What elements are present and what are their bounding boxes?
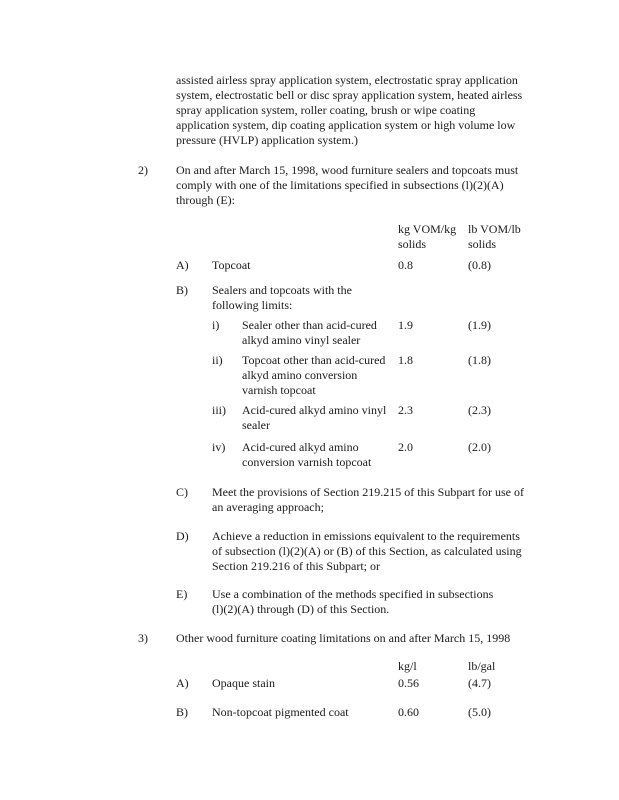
value-lb: (2.3): [468, 403, 491, 417]
value-kg: 1.9: [398, 318, 413, 332]
text-line: Topcoat other than acid-cured: [242, 353, 386, 367]
subitem-number: i): [212, 318, 220, 332]
item-letter: C): [176, 485, 188, 499]
subitem-label: [242, 440, 402, 470]
section-intro: Other wood furniture coating limitations on and after March 15, 1998: [176, 631, 511, 645]
value-lb: (0.8): [468, 258, 491, 272]
value-lb: (5.0): [468, 705, 491, 719]
header-line: kg VOM/kg: [398, 222, 457, 236]
value-lb: (2.0): [468, 440, 491, 454]
item-letter: B): [176, 283, 188, 297]
section-number: 3): [138, 631, 148, 645]
subitem-number: iii): [212, 403, 226, 417]
column-header-kg: [398, 222, 456, 252]
subitem-label: [242, 318, 402, 348]
text-line: alkyd amino vinyl sealer: [242, 333, 361, 347]
value-kg: 0.60: [398, 705, 419, 719]
text-line: (l)(2)(A) through (D) of this Section.: [212, 602, 390, 616]
header-line: solids: [398, 237, 427, 251]
text-line: application system, dip coating application system or high volume low: [176, 118, 516, 132]
text-line: system, electrostatic bell or disc spray application system, heated airless: [176, 88, 523, 102]
text-line: through (E):: [176, 193, 235, 207]
text-line: sealer: [242, 418, 270, 432]
item-letter: A): [176, 676, 189, 690]
value-kg: 0.56: [398, 676, 419, 690]
section-intro: [176, 163, 546, 208]
header-line: lb VOM/lb: [468, 222, 521, 236]
item-label: Opaque stain: [212, 676, 275, 690]
continuation-paragraph: [176, 73, 556, 148]
text-line: Achieve a reduction in emissions equivalent to the requirements: [212, 529, 520, 543]
item-text: [212, 587, 552, 617]
text-line: an averaging approach;: [212, 500, 324, 514]
text-line: varnish topcoat: [242, 383, 316, 397]
value-lb: (4.7): [468, 676, 491, 690]
value-kg: 2.3: [398, 403, 413, 417]
column-header-lb: [468, 222, 521, 252]
text-line: alkyd amino conversion: [242, 368, 358, 382]
header-line: solids: [468, 237, 497, 251]
value-lb: (1.9): [468, 318, 491, 332]
item-letter: A): [176, 258, 189, 272]
text-line: following limits:: [212, 298, 293, 312]
subitem-label: [242, 353, 402, 398]
text-line: comply with one of the limitations specified in subsections (l)(2)(A): [176, 178, 504, 192]
text-line: Meet the provisions of Section 219.215 of this Subpart for use of: [212, 485, 524, 499]
text-line: pressure (HVLP) application system.): [176, 133, 358, 147]
text-line: conversion varnish topcoat: [242, 455, 372, 469]
column-header-lb: lb/gal: [468, 659, 496, 673]
text-line: of subsection (l)(2)(A) or (B) of this Section, as calculated using: [212, 544, 522, 558]
text-line: Acid-cured alkyd amino: [242, 440, 359, 454]
text-line: Sealers and topcoats with the: [212, 283, 352, 297]
item-letter: E): [176, 587, 188, 601]
item-text: [212, 529, 552, 574]
column-header-kg: kg/l: [398, 659, 417, 673]
value-lb: (1.8): [468, 353, 491, 367]
text-line: Use a combination of the methods specified in subsections: [212, 587, 494, 601]
text-line: Acid-cured alkyd amino vinyl: [242, 403, 387, 417]
value-kg: 2.0: [398, 440, 413, 454]
text-line: Sealer other than acid-cured: [242, 318, 377, 332]
value-kg: 0.8: [398, 258, 413, 272]
item-letter: D): [176, 529, 189, 543]
text-line: Section 219.216 of this Subpart; or: [212, 559, 380, 573]
text-line: spray application system, roller coating, brush or wipe coating: [176, 103, 476, 117]
item-text: [212, 485, 552, 515]
value-kg: 1.8: [398, 353, 413, 367]
section-number: 2): [138, 163, 148, 177]
subitem-label: [242, 403, 402, 433]
item-letter: B): [176, 705, 188, 719]
item-label: Topcoat: [212, 258, 251, 272]
text-line: On and after March 15, 1998, wood furniture sealers and topcoats must: [176, 163, 519, 177]
text-line: assisted airless spray application system, electrostatic spray application: [176, 73, 518, 87]
subitem-number: ii): [212, 353, 223, 367]
item-label: [212, 283, 352, 313]
item-label: Non-topcoat pigmented coat: [212, 705, 349, 719]
subitem-number: iv): [212, 440, 226, 454]
